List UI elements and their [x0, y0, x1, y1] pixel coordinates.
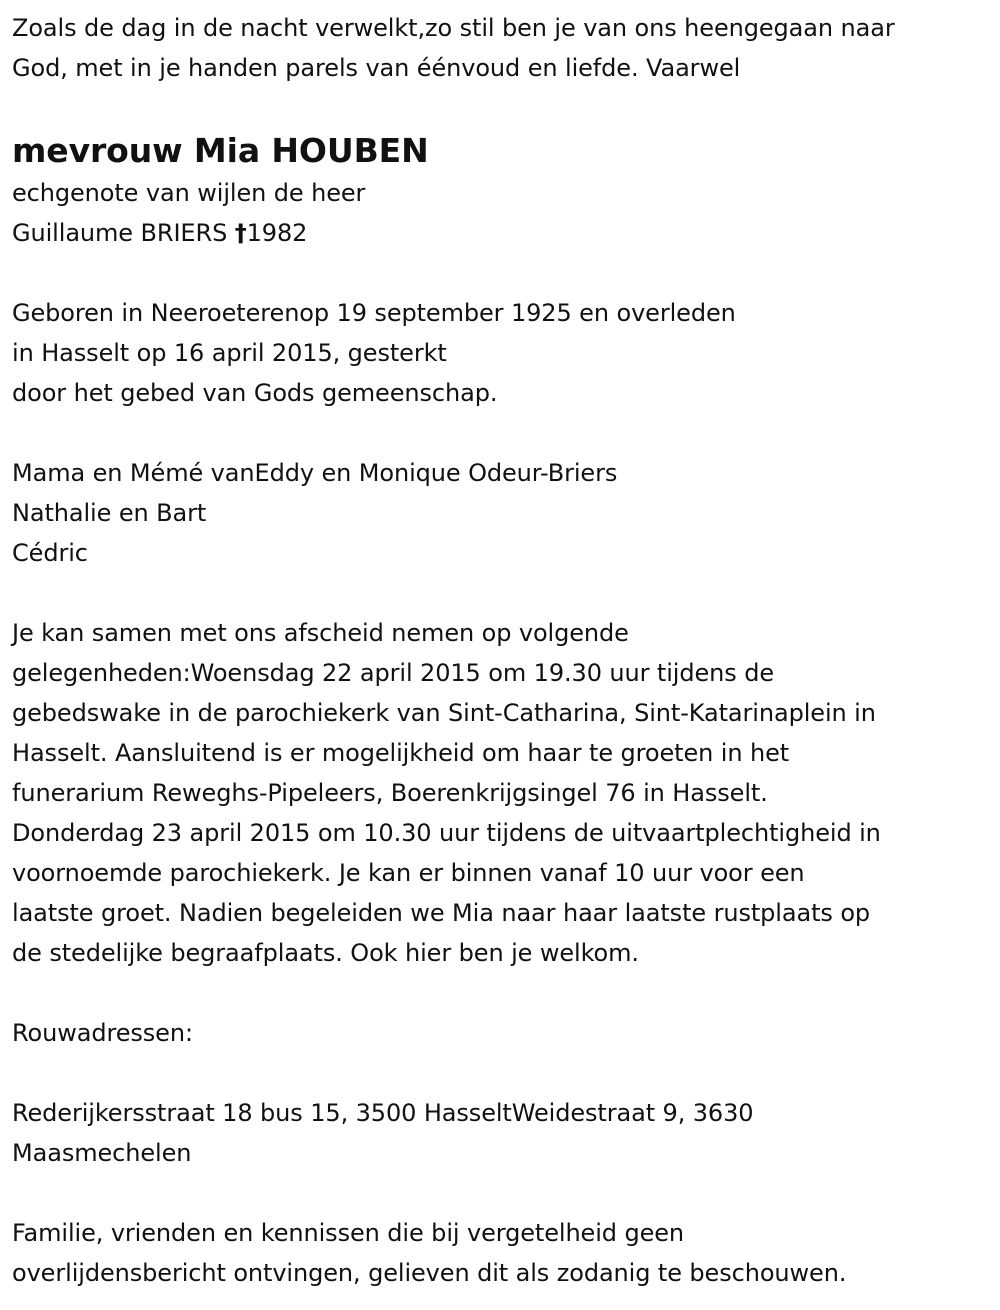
intro-line: God, met in je handen parels van éénvoud en liefde. Vaarwel — [12, 54, 741, 82]
intro-line: Zoals de dag in de nacht verwelkt,zo stil ben je van ons heengegaan naar — [12, 14, 895, 42]
birth-line: door het gebed van Gods gemeenschap. — [12, 379, 498, 407]
deceased-name: mevrouw Mia HOUBEN — [12, 131, 429, 170]
address-line: Rederijkersstraat 18 bus 15, 3500 HasseltWeidestraat 9, 3630 — [12, 1099, 754, 1127]
farewell-line: Je kan samen met ons afscheid nemen op volgende — [12, 619, 629, 647]
farewell-line: voornoemde parochiekerk. Je kan er binnen vanaf 10 uur voor een — [12, 859, 805, 887]
closing-line: overlijdensbericht ontvingen, gelieven dit als zodanig te beschouwen. — [12, 1259, 847, 1287]
farewell-line: Donderdag 23 april 2015 om 10.30 uur tijdens de uitvaartplechtigheid in — [12, 819, 881, 847]
birth-line: Geboren in Neeroeterenop 19 september 1925 en overleden — [12, 299, 736, 327]
spouse-line: echgenote van wijlen de heer — [12, 179, 366, 207]
farewell-line: Hasselt. Aansluitend is er mogelijkheid om haar te groeten in het — [12, 739, 790, 767]
family-line: Cédric — [12, 539, 88, 567]
closing-line: Familie, vrienden en kennissen die bij vergetelheid geen — [12, 1219, 685, 1247]
farewell-line: gebedswake in de parochiekerk van Sint-Catharina, Sint-Katarinaplein in — [12, 699, 876, 727]
address-line: Maasmechelen — [12, 1139, 192, 1167]
cross-icon: † — [234, 219, 247, 247]
farewell-line: funerarium Reweghs-Pipeleers, Boerenkrijgsingel 76 in Hasselt. — [12, 779, 768, 807]
family-line: Nathalie en Bart — [12, 499, 207, 527]
farewell-line: laatste groet. Nadien begeleiden we Mia naar haar laatste rustplaats op — [12, 899, 871, 927]
spouse-name: Guillaume BRIERS — [12, 219, 228, 247]
family-line: Mama en Mémé vanEddy en Monique Odeur-Briers — [12, 459, 618, 487]
spouse-death-year: 1982 — [246, 219, 308, 247]
farewell-line: de stedelijke begraafplaats. Ook hier ben je welkom. — [12, 939, 639, 967]
birth-line: in Hasselt op 16 april 2015, gesterkt — [12, 339, 447, 367]
spouse-name-line — [12, 213, 1000, 253]
addresses-label: Rouwadressen: — [12, 1019, 193, 1047]
farewell-line: gelegenheden:Woensdag 22 april 2015 om 19.30 uur tijdens de — [12, 659, 774, 687]
